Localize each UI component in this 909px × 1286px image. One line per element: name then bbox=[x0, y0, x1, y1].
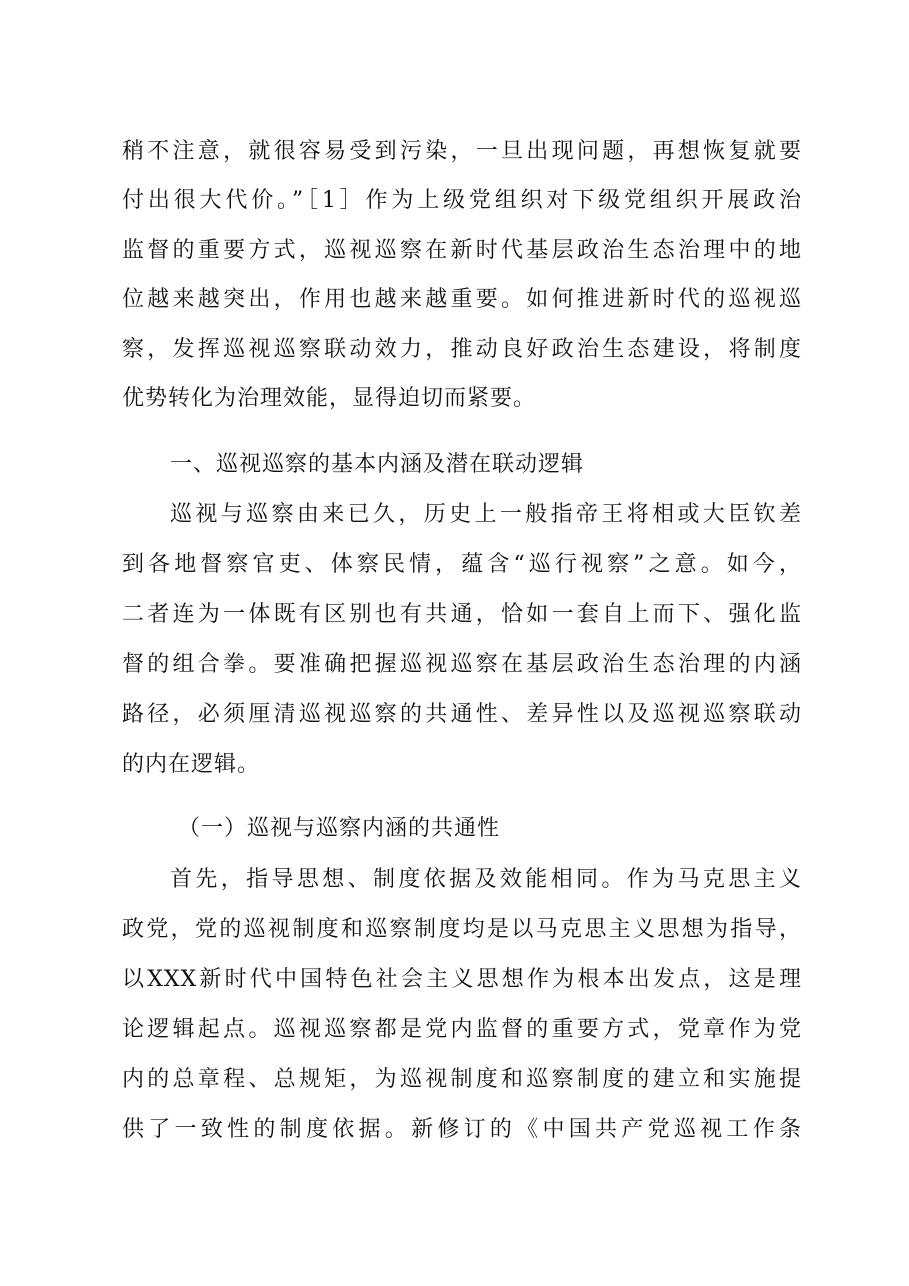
paragraph-1-line-2: 付出很大代价。”［1］作为上级党组织对下级党组织开展政治 bbox=[122, 188, 802, 213]
paragraph-2-line-2: 到各地督察官吏、体察民情，蕴含“巡行视察”之意。如今， bbox=[122, 552, 802, 577]
paragraph-1-line-6: 优势转化为治理效能，显得迫切而紧要。 bbox=[122, 386, 537, 411]
paragraph-3-line-6: 供了一致性的制度依据。新修订的《中国共产党巡视工作条 bbox=[122, 1117, 802, 1142]
paragraph-1-line-3: 监督的重要方式，巡视巡察在新时代基层政治生态治理中的地 bbox=[122, 238, 802, 263]
paragraph-2-line-6: 的内在逻辑。 bbox=[122, 752, 261, 777]
paragraph-3-line-3: 以XXX新时代中国特色社会主义思想作为根本出发点，这是理 bbox=[122, 967, 802, 992]
paragraph-3-line-2: 政党，党的巡视制度和巡察制度均是以马克思主义思想为指导， bbox=[122, 917, 802, 942]
paragraph-2-line-3: 二者连为一体既有区别也有共通，恰如一套自上而下、强化监 bbox=[122, 602, 802, 627]
section-subheading-1: （一）巡视与巡察内涵的共通性 bbox=[178, 816, 501, 841]
paragraph-1-line-5: 察，发挥巡视巡察联动效力，推动良好政治生态建设，将制度 bbox=[122, 337, 802, 362]
paragraph-1-line-1: 稍不注意，就很容易受到污染，一旦出现问题，再想恢复就要 bbox=[122, 139, 802, 164]
paragraph-2-line-1: 巡视与巡察由来已久，历史上一般指帝王将相或大臣钦差 bbox=[170, 502, 802, 527]
paragraph-2-line-4: 督的组合拳。要准确把握巡视巡察在基层政治生态治理的内涵 bbox=[122, 652, 802, 677]
paragraph-3-line-1: 首先，指导思想、制度依据及效能相同。作为马克思主义 bbox=[170, 867, 802, 892]
section-heading-1: 一、巡视巡察的基本内涵及潜在联动逻辑 bbox=[170, 452, 585, 477]
paragraph-1-line-4: 位越来越突出，作用也越来越重要。如何推进新时代的巡视巡 bbox=[122, 287, 802, 312]
paragraph-2-line-5: 路径，必须厘清巡视巡察的共通性、差异性以及巡视巡察联动 bbox=[122, 702, 802, 727]
paragraph-3-line-5: 内的总章程、总规矩，为巡视制度和巡察制度的建立和实施提 bbox=[122, 1067, 802, 1092]
paragraph-3-line-4: 论逻辑起点。巡视巡察都是党内监督的重要方式，党章作为党 bbox=[122, 1017, 802, 1042]
